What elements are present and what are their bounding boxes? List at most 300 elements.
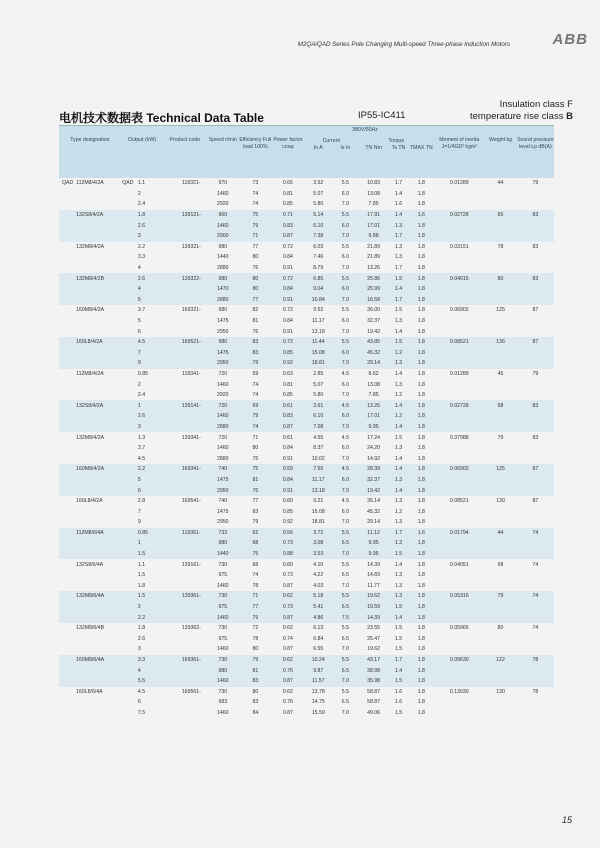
sound-level: 78: [532, 688, 539, 695]
torque-nm: 25.47: [367, 635, 381, 642]
speed: 1460: [217, 445, 229, 452]
speed: 2920: [217, 201, 229, 208]
speed: 960: [207, 210, 240, 221]
speed: 720: [207, 400, 240, 411]
speed: 2950: [217, 328, 229, 335]
table-row: [59, 400, 554, 411]
type-designation: [73, 644, 121, 655]
weight: [484, 538, 517, 549]
code-prefix: [121, 252, 135, 263]
inertia: [434, 517, 484, 528]
code-prefix: [121, 273, 135, 284]
spacer: [163, 559, 176, 570]
ts-tn-ratio: 1.2: [394, 508, 403, 515]
ts-tn-ratio: 1.5: [394, 307, 403, 314]
spacer: [163, 422, 176, 433]
product-code: [176, 453, 206, 464]
table-row: [59, 496, 554, 507]
current-a: 11.44: [304, 337, 332, 348]
is-in-ratio: 7.0: [332, 358, 358, 369]
weight: 45: [497, 370, 504, 377]
output-kw: 2: [135, 602, 163, 613]
tmax-tn-ratio: 1.8: [417, 498, 425, 505]
current-a: 18.81: [311, 519, 325, 526]
torque-nm: 13.26: [367, 265, 381, 272]
current-a: 7.46: [313, 254, 324, 261]
output-kw: 0.85: [135, 528, 163, 539]
is-in-ratio: 6.5: [332, 665, 358, 676]
tmax-tn-ratio: 1.8: [417, 582, 425, 589]
type-designation: [73, 411, 121, 422]
torque-nm: 25.86: [358, 273, 388, 284]
is-in-ratio: 7.0: [341, 265, 349, 272]
product-code: [176, 475, 206, 486]
table-row: [59, 506, 554, 517]
product-code: 169541-: [181, 498, 201, 505]
speed: 1475: [217, 508, 229, 515]
ts-tn-ratio: 1.2: [389, 411, 409, 422]
efficiency: 80: [252, 254, 259, 261]
sound-level: 83: [517, 273, 554, 284]
output-kw: 1.5: [135, 549, 163, 560]
tmax-tn-ratio: 1.8: [417, 455, 425, 462]
is-in-ratio: 6.0: [341, 381, 349, 388]
spacer: [163, 644, 176, 655]
ts-tn-ratio: 1.4: [389, 464, 409, 475]
sound-level: 87: [532, 498, 539, 505]
code-prefix: [121, 464, 135, 475]
current-a: 6.84: [313, 635, 324, 642]
row-prefix: [59, 559, 73, 570]
sound-level: 74: [517, 591, 554, 602]
type-designation: [73, 676, 121, 687]
sound-level: 87: [517, 464, 554, 475]
sound-level: 79: [532, 180, 539, 187]
efficiency: 74: [252, 201, 259, 208]
is-in-ratio: 5.5: [341, 625, 349, 632]
table-row: [59, 634, 554, 645]
protection-class: IP55-IC411: [358, 110, 406, 121]
output-kw: 1: [135, 538, 163, 549]
power-factor: 0.60: [282, 561, 293, 568]
efficiency: 83: [239, 337, 272, 348]
product-code: [176, 422, 206, 433]
is-in-ratio: 4.5: [341, 434, 349, 441]
spacer: [163, 581, 176, 592]
output-kw: 2: [137, 381, 141, 388]
ts-tn-ratio: 1.4: [394, 455, 403, 462]
weight: [484, 199, 517, 210]
type-designation: 112M8/6/4A: [73, 528, 121, 539]
is-in-ratio: 5.5: [332, 655, 358, 666]
sound-level: 79: [532, 370, 539, 377]
tmax-tn-ratio: 1.8: [408, 549, 434, 560]
product-code: [176, 634, 206, 645]
current-a: 4.10: [313, 561, 324, 568]
table-row: [59, 326, 554, 337]
spacer: [163, 687, 176, 698]
table-row: [59, 687, 554, 698]
efficiency: 72: [252, 625, 259, 632]
ts-tn-ratio: 1.3: [394, 582, 403, 589]
weight: [484, 422, 517, 433]
is-in-ratio: 7.0: [341, 201, 349, 208]
output-kw: 1.3: [137, 434, 146, 441]
type-designation: [73, 697, 121, 708]
row-prefix: [59, 326, 73, 337]
speed: 980: [218, 243, 228, 250]
table-row: [59, 422, 554, 433]
row-prefix: [59, 453, 73, 464]
spacer: [163, 708, 176, 719]
weight: [484, 475, 517, 486]
efficiency: 78: [252, 582, 259, 589]
col-efficiency: Efficiency Full load 100%: [239, 135, 272, 178]
row-prefix: [59, 316, 73, 327]
power-factor: 0.85: [282, 508, 293, 515]
is-in-ratio: 4.5: [341, 370, 349, 377]
sound-level: [517, 422, 554, 433]
spacer: [163, 443, 176, 454]
code-prefix: [121, 316, 135, 327]
col-output: Output (kW): [121, 135, 163, 178]
code-prefix: [121, 199, 135, 210]
spacer: [163, 506, 176, 517]
inertia: [434, 379, 484, 390]
current-a: 5.41: [304, 602, 332, 613]
efficiency: 83: [239, 676, 272, 687]
weight: [484, 485, 517, 496]
inertia: [434, 348, 484, 359]
col-in-a: In A: [304, 144, 332, 178]
type-designation: [73, 581, 121, 592]
type-designation: 160L8/4/2A: [76, 498, 103, 505]
efficiency: 77: [252, 498, 259, 505]
is-in-ratio: 6.0: [341, 508, 349, 515]
sound-level: [517, 326, 554, 337]
efficiency: 81: [252, 318, 259, 325]
row-prefix: [59, 284, 73, 295]
current-a: 11.17: [311, 318, 325, 325]
power-factor: 0.81: [282, 381, 293, 388]
ts-tn-ratio: 1.5: [394, 646, 403, 653]
is-in-ratio: 7.0: [332, 231, 358, 242]
torque-nm: 43.85: [358, 337, 388, 348]
type-designation: [73, 708, 121, 719]
is-in-ratio: 6.0: [332, 411, 358, 422]
table-row: [59, 199, 554, 210]
power-factor: 0.62: [272, 655, 305, 666]
product-code: [176, 189, 206, 200]
power-factor: 0.85: [282, 392, 293, 399]
speed: 1460: [207, 220, 240, 231]
speed: 2880: [217, 265, 229, 272]
inertia: [434, 358, 484, 369]
current-a: 3.61: [304, 400, 332, 411]
output-kw: 3.7: [137, 307, 146, 314]
is-in-ratio: 5.5: [332, 273, 358, 284]
output-kw: 3.3: [137, 254, 146, 261]
power-factor: 0.60: [282, 498, 293, 505]
sound-level: [517, 665, 554, 676]
row-prefix: [59, 295, 73, 306]
ts-tn-ratio: 1.3: [394, 381, 403, 388]
efficiency: 74: [252, 381, 259, 388]
is-in-ratio: 5.5: [341, 243, 349, 250]
type-designation: [73, 475, 121, 486]
power-factor: 0.87: [272, 676, 305, 687]
is-in-ratio: 7.0: [341, 455, 349, 462]
tmax-tn-ratio: 1.8: [417, 635, 425, 642]
tmax-tn-ratio: 1.8: [417, 381, 425, 388]
type-designation: [73, 517, 121, 528]
current-a: 5.80: [313, 392, 324, 399]
type-designation: 132M8/4/2A: [76, 243, 105, 250]
efficiency: 79: [239, 220, 272, 231]
product-code: [176, 612, 206, 623]
inertia: [434, 612, 484, 623]
ts-tn-ratio: 1.7: [389, 295, 409, 306]
row-prefix: [59, 369, 73, 380]
code-prefix: [121, 358, 135, 369]
output-kw: 6: [135, 485, 163, 496]
efficiency: 84: [252, 709, 259, 716]
spacer: [163, 210, 176, 221]
table-row: [59, 612, 554, 623]
type-designation: [73, 634, 121, 645]
speed: 980: [207, 337, 240, 348]
product-code: 169561-: [181, 688, 201, 695]
inertia: [434, 602, 484, 613]
row-prefix: [59, 687, 73, 698]
output-kw: 4.5: [135, 337, 163, 348]
table-row: [59, 358, 554, 369]
weight: 68: [497, 561, 504, 568]
table-row: [59, 316, 554, 327]
weight: [484, 453, 517, 464]
is-in-ratio: 6.0: [341, 318, 349, 325]
inertia: [434, 475, 484, 486]
sound-level: [517, 295, 554, 306]
inertia: 0.05965: [449, 625, 469, 632]
is-in-ratio: 5.5: [332, 591, 358, 602]
code-prefix: [121, 517, 135, 528]
tmax-tn-ratio: 1.8: [417, 254, 425, 261]
torque-nm: 49.06: [367, 709, 381, 716]
inertia: 0.13030: [449, 688, 469, 695]
current-a: 10.02: [311, 455, 325, 462]
sound-level: 74: [517, 528, 554, 539]
power-factor: 0.62: [282, 688, 293, 695]
page-title: 电机技术数据表 Technical Data Table: [59, 111, 264, 125]
torque-nm: 16.58: [358, 295, 388, 306]
product-code: 169321-: [181, 307, 201, 314]
type-designation: 112M8/4/2A: [76, 180, 104, 187]
code-prefix: [121, 528, 135, 539]
ts-tn-ratio: 1.5: [394, 635, 403, 642]
code-prefix: [121, 644, 135, 655]
efficiency: 78: [252, 635, 259, 642]
efficiency: 77: [252, 243, 259, 250]
efficiency: 80: [252, 646, 259, 653]
row-prefix: [59, 411, 73, 422]
efficiency: 81: [239, 665, 272, 676]
weight: 122: [484, 655, 517, 666]
weight: [484, 326, 517, 337]
power-factor: 0.91: [272, 295, 305, 306]
torque-nm: 21.89: [367, 243, 381, 250]
type-designation: [73, 348, 121, 359]
ts-tn-ratio: 1.4: [389, 422, 409, 433]
torque-nm: 45.32: [367, 508, 381, 515]
table-body: [59, 178, 554, 718]
current-a: 4.22: [313, 572, 324, 579]
series-title: M2QA/QAD Series Pole Changing Multi-speed Three-phase Induction Motors: [297, 41, 510, 48]
product-code: [176, 411, 206, 422]
inertia: 0.01289: [449, 370, 469, 377]
product-code: [176, 231, 206, 242]
weight: [484, 189, 517, 200]
ts-tn-ratio: 1.4: [394, 328, 403, 335]
spacer: [163, 220, 176, 231]
type-designation: [73, 443, 121, 454]
row-prefix: [59, 644, 73, 655]
sound-level: 87: [532, 307, 539, 314]
sound-level: [517, 538, 554, 549]
spacer: [163, 295, 176, 306]
type-designation: 132M8/4/2A: [76, 434, 105, 441]
torque-nm: 25.99: [358, 284, 388, 295]
sound-level: [517, 506, 554, 517]
spacer: [163, 676, 176, 687]
speed: 1460: [217, 190, 229, 197]
spacer: [163, 665, 176, 676]
code-prefix: [121, 559, 135, 570]
type-designation: 132S8/4/2A: [73, 400, 121, 411]
is-in-ratio: 6.0: [341, 190, 349, 197]
table-row: [59, 528, 554, 539]
power-factor: 0.88: [272, 549, 305, 560]
power-factor: 0.81: [282, 190, 293, 197]
inertia: [434, 252, 484, 263]
code-prefix: [121, 295, 135, 306]
current-a: 6.10: [304, 220, 332, 231]
output-kw: 2.2: [135, 612, 163, 623]
type-designation: [73, 284, 121, 295]
efficiency: 59: [252, 370, 259, 377]
is-in-ratio: 5.5: [332, 337, 358, 348]
torque-nm: 9.95: [358, 538, 388, 549]
ts-tn-ratio: 1.2: [389, 348, 409, 359]
current-a: 6.03: [313, 243, 324, 250]
torque-nm: 19.59: [358, 602, 388, 613]
inertia: 0.04051: [449, 561, 469, 568]
table-row: [59, 305, 554, 316]
sound-level: [517, 612, 554, 623]
torque-nm: 17.01: [358, 220, 388, 231]
speed: 975: [207, 602, 240, 613]
type-designation: [73, 538, 121, 549]
type-designation: 160M8/6/4A: [73, 655, 121, 666]
row-prefix: [59, 655, 73, 666]
table-row: [59, 189, 554, 200]
table-row: [59, 390, 554, 401]
sound-level: [517, 581, 554, 592]
output-kw: 2.6: [137, 635, 146, 642]
power-factor: 0.92: [282, 519, 293, 526]
torque-nm: 11.77: [367, 582, 380, 589]
speed: 2950: [207, 358, 240, 369]
tmax-tn-ratio: 1.8: [417, 508, 425, 515]
table-row: [59, 570, 554, 581]
sound-level: 83: [532, 243, 539, 250]
ts-tn-ratio: 1.4: [389, 665, 409, 676]
output-kw: 4.5: [137, 688, 146, 695]
code-prefix: [121, 348, 135, 359]
spacer: [163, 189, 176, 200]
product-code: [176, 316, 206, 327]
ts-tn-ratio: 1.4: [389, 612, 409, 623]
table-row: [59, 475, 554, 486]
product-code: 169521-: [176, 337, 206, 348]
ts-tn-ratio: 1.3: [389, 591, 409, 602]
efficiency: 83: [239, 348, 272, 359]
tmax-tn-ratio: 1.8: [408, 485, 434, 496]
col-is-in: Is In: [332, 144, 358, 178]
inertia: [434, 665, 484, 676]
current-a: 6.13: [313, 625, 324, 632]
output-kw: 9: [135, 358, 163, 369]
code-prefix: [121, 411, 135, 422]
inertia: [434, 295, 484, 306]
col-sound: Sound pressure level Lp dB(A): [517, 135, 554, 178]
inertia: [434, 644, 484, 655]
efficiency: 69: [239, 400, 272, 411]
row-prefix: [59, 708, 73, 719]
spacer: [163, 496, 176, 507]
type-designation: [73, 612, 121, 623]
spacer: [163, 390, 176, 401]
weight: [484, 358, 517, 369]
row-prefix: [59, 612, 73, 623]
ts-tn-ratio: 1.3: [394, 498, 403, 505]
ts-tn-ratio: 1.3: [394, 318, 403, 325]
power-factor: 0.61: [272, 400, 305, 411]
power-factor: 0.84: [272, 284, 305, 295]
code-prefix: [121, 369, 135, 380]
product-code: [176, 390, 206, 401]
code-prefix: [121, 432, 135, 443]
speed: 975: [218, 635, 228, 642]
ts-tn-ratio: 1.7: [394, 265, 403, 272]
efficiency: 74: [252, 190, 259, 197]
weight: 68: [484, 400, 517, 411]
output-kw: 3.3: [135, 655, 163, 666]
efficiency: 80: [239, 284, 272, 295]
torque-nm: 19.42: [358, 485, 388, 496]
row-prefix: [59, 210, 73, 221]
product-code: [176, 665, 206, 676]
current-a: 4.55: [313, 434, 324, 441]
ts-tn-ratio: 1.6: [394, 201, 403, 208]
product-code: [176, 284, 206, 295]
product-code: 119321-: [182, 180, 201, 187]
power-factor: 0.61: [282, 434, 293, 441]
product-code: [176, 348, 206, 359]
inertia: 0.02728: [434, 400, 484, 411]
spacer: [163, 570, 176, 581]
ts-tn-ratio: 1.3: [394, 572, 403, 579]
